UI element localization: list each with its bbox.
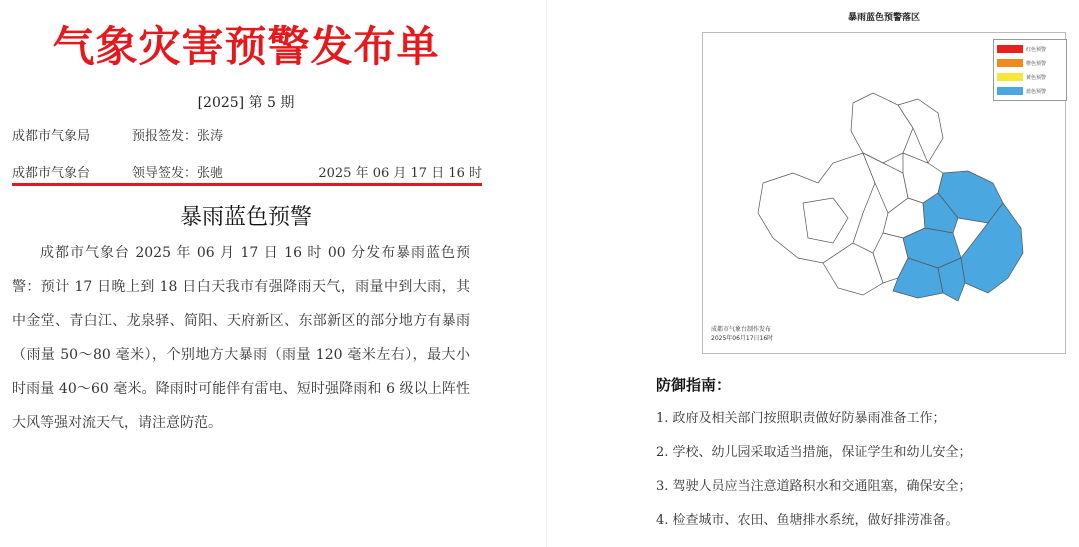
issuer-row-leader xyxy=(12,162,223,181)
warning-map xyxy=(702,32,1066,354)
legend-swatch xyxy=(997,73,1023,81)
legend-label: 蓝色预警 xyxy=(1026,88,1047,95)
warning-body: 成都市气象台 2025 年 06 月 17 日 16 时 00 分发布暴雨蓝色预警：预计 17 日晚上到 18 日白天我市有强降雨天气，雨量中到大雨，其中金堂、青白江、龙泉驿、简阳、天府新区、东部新区的部分地方有暴雨（雨量 50～80 毫米），个别地方大暴雨（雨量 120 毫米左右），最大小时雨量 40～60 毫米。降雨时可能伴有雷电、短时强降雨和 6 级以上阵性大风等强对流天气，请注意防范。 xyxy=(12,245,470,431)
issuer-org: 成都市气象台 xyxy=(12,166,91,181)
issuer-person: 张涛 xyxy=(197,129,224,144)
issuer-org: 成都市气象局 xyxy=(12,129,91,144)
warning-title: 暴雨蓝色预警 xyxy=(179,205,312,230)
page-divider xyxy=(546,0,547,547)
issue-date: 2025 年 06 月 17 日 16 时 xyxy=(318,166,482,181)
issue-number: [2025] 第 5 期 xyxy=(197,95,295,111)
map-and-guide-panel xyxy=(548,0,1079,547)
legend-label: 黄色预警 xyxy=(1026,74,1047,81)
legend-item-orange xyxy=(997,56,1063,70)
legend-item-red xyxy=(997,42,1063,56)
guide-item: 4. 检查城市、农田、鱼塘排水系统，做好排涝准备。 xyxy=(656,513,959,528)
legend-swatch xyxy=(997,45,1023,53)
legend-item-yellow xyxy=(997,70,1063,84)
legend-label: 红色预警 xyxy=(1026,46,1047,53)
document-title: 气象灾害预警发布单 xyxy=(52,22,440,71)
red-divider xyxy=(12,183,482,186)
issuer-label: 领导签发： xyxy=(132,166,198,181)
issuer-row-forecast xyxy=(12,125,223,144)
guide-item: 3. 驾驶人员应当注意道路积水和交通阻塞，确保安全； xyxy=(656,479,972,494)
legend-swatch xyxy=(997,87,1023,95)
map-footer-time: 2025年06月17日16时 xyxy=(711,335,774,342)
legend-swatch xyxy=(997,59,1023,67)
map-title: 暴雨蓝色预警落区 xyxy=(847,13,920,23)
guide-title: 防御指南： xyxy=(656,376,732,394)
map-legend xyxy=(993,39,1067,101)
issuer-label: 预报签发： xyxy=(132,129,198,144)
map-footer xyxy=(711,325,773,343)
legend-label: 橙色预警 xyxy=(1026,60,1047,67)
legend-item-blue xyxy=(997,84,1063,98)
map-footer-issuer: 成都市气象台制作发布 xyxy=(711,326,772,333)
guide-list xyxy=(656,402,972,538)
issuer-person: 张驰 xyxy=(197,166,224,181)
guide-item: 2. 学校、幼儿园采取适当措施，保证学生和幼儿安全； xyxy=(656,445,972,460)
guide-item: 1. 政府及相关部门按照职责做好防暴雨准备工作； xyxy=(656,411,946,426)
